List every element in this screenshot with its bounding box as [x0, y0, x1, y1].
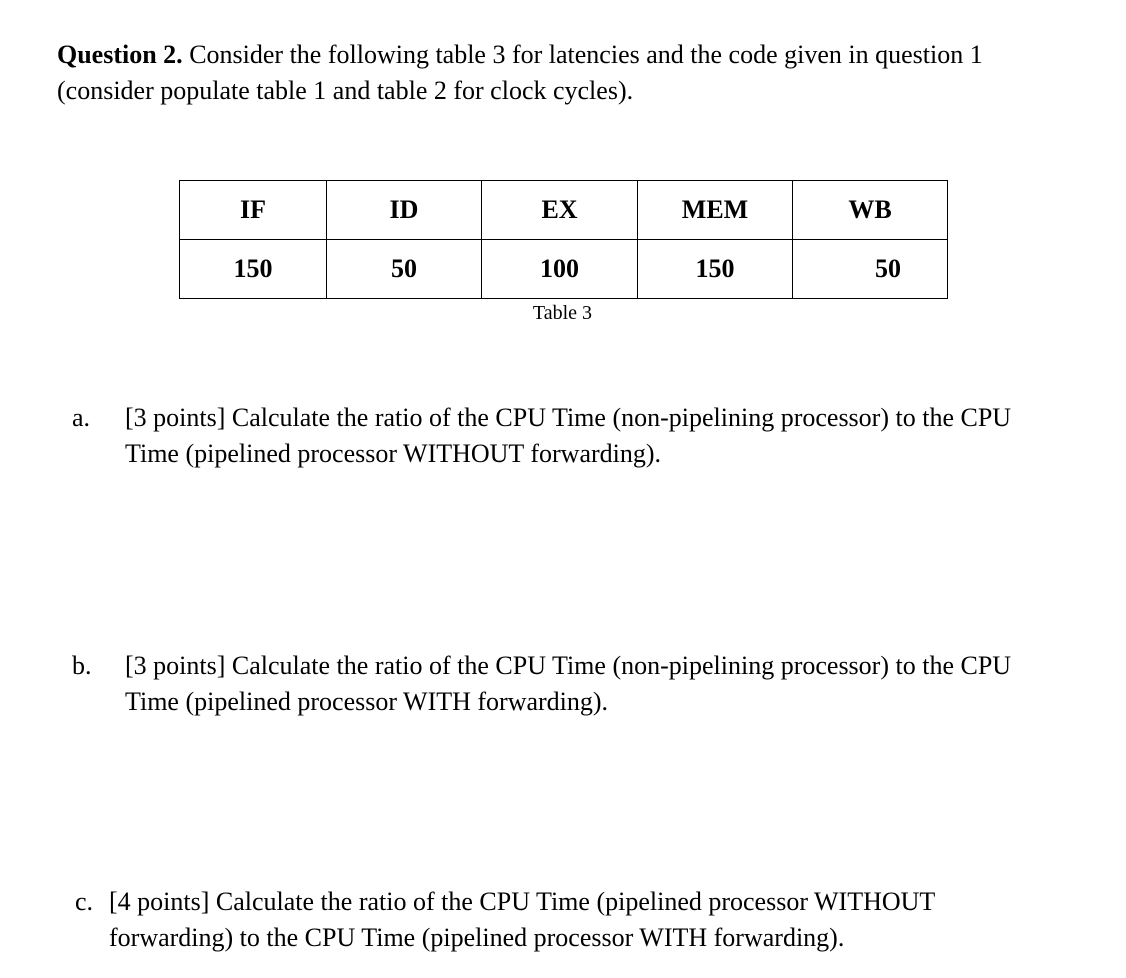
part-c-line1: [4 points] Calculate the ratio of the CPU Time (pipelined processor WITHOUT [109, 887, 936, 916]
header-cell-id: ID [327, 181, 482, 240]
value-cell-wb: 50 [793, 240, 948, 299]
part-b-line1: [3 points] Calculate the ratio of the CPU Time (non-pipelining processor) to the CPU [125, 651, 1012, 680]
header-cell-ex: EX [482, 181, 638, 240]
value-cell-if: 150 [180, 240, 327, 299]
latency-table [179, 180, 948, 299]
question-intro [57, 37, 1097, 109]
question-text-line1: Consider the following table 3 for latencies and the code given in question 1 [189, 40, 983, 69]
value-cell-ex: 100 [482, 240, 638, 299]
header-cell-if: IF [180, 181, 327, 240]
part-a-line1: [3 points] Calculate the ratio of the CPU Time (non-pipelining processor) to the CPU [125, 403, 1012, 432]
part-a-text [125, 400, 1045, 472]
part-c-line2: forwarding) to the CPU Time (pipelined processor WITH forwarding). [109, 923, 845, 952]
part-c-marker: c. [75, 887, 94, 916]
header-cell-wb: WB [793, 181, 948, 240]
part-b-text [125, 648, 1045, 720]
part-a-marker: a. [72, 403, 91, 432]
question-text-line2: (consider populate table 1 and table 2 for clock cycles). [57, 76, 634, 105]
part-a-line2: Time (pipelined processor WITHOUT forwarding). [125, 439, 662, 468]
part-c-text [109, 884, 1009, 956]
question-label: Question 2. [57, 40, 183, 69]
part-b-line2: Time (pipelined processor WITH forwarding). [125, 687, 609, 716]
table-caption: Table 3 [532, 302, 593, 324]
part-b-marker: b. [72, 651, 92, 680]
value-cell-mem: 150 [638, 240, 793, 299]
table-header-row [180, 181, 948, 240]
table-value-row [180, 240, 948, 299]
header-cell-mem: MEM [638, 181, 793, 240]
value-cell-id: 50 [327, 240, 482, 299]
